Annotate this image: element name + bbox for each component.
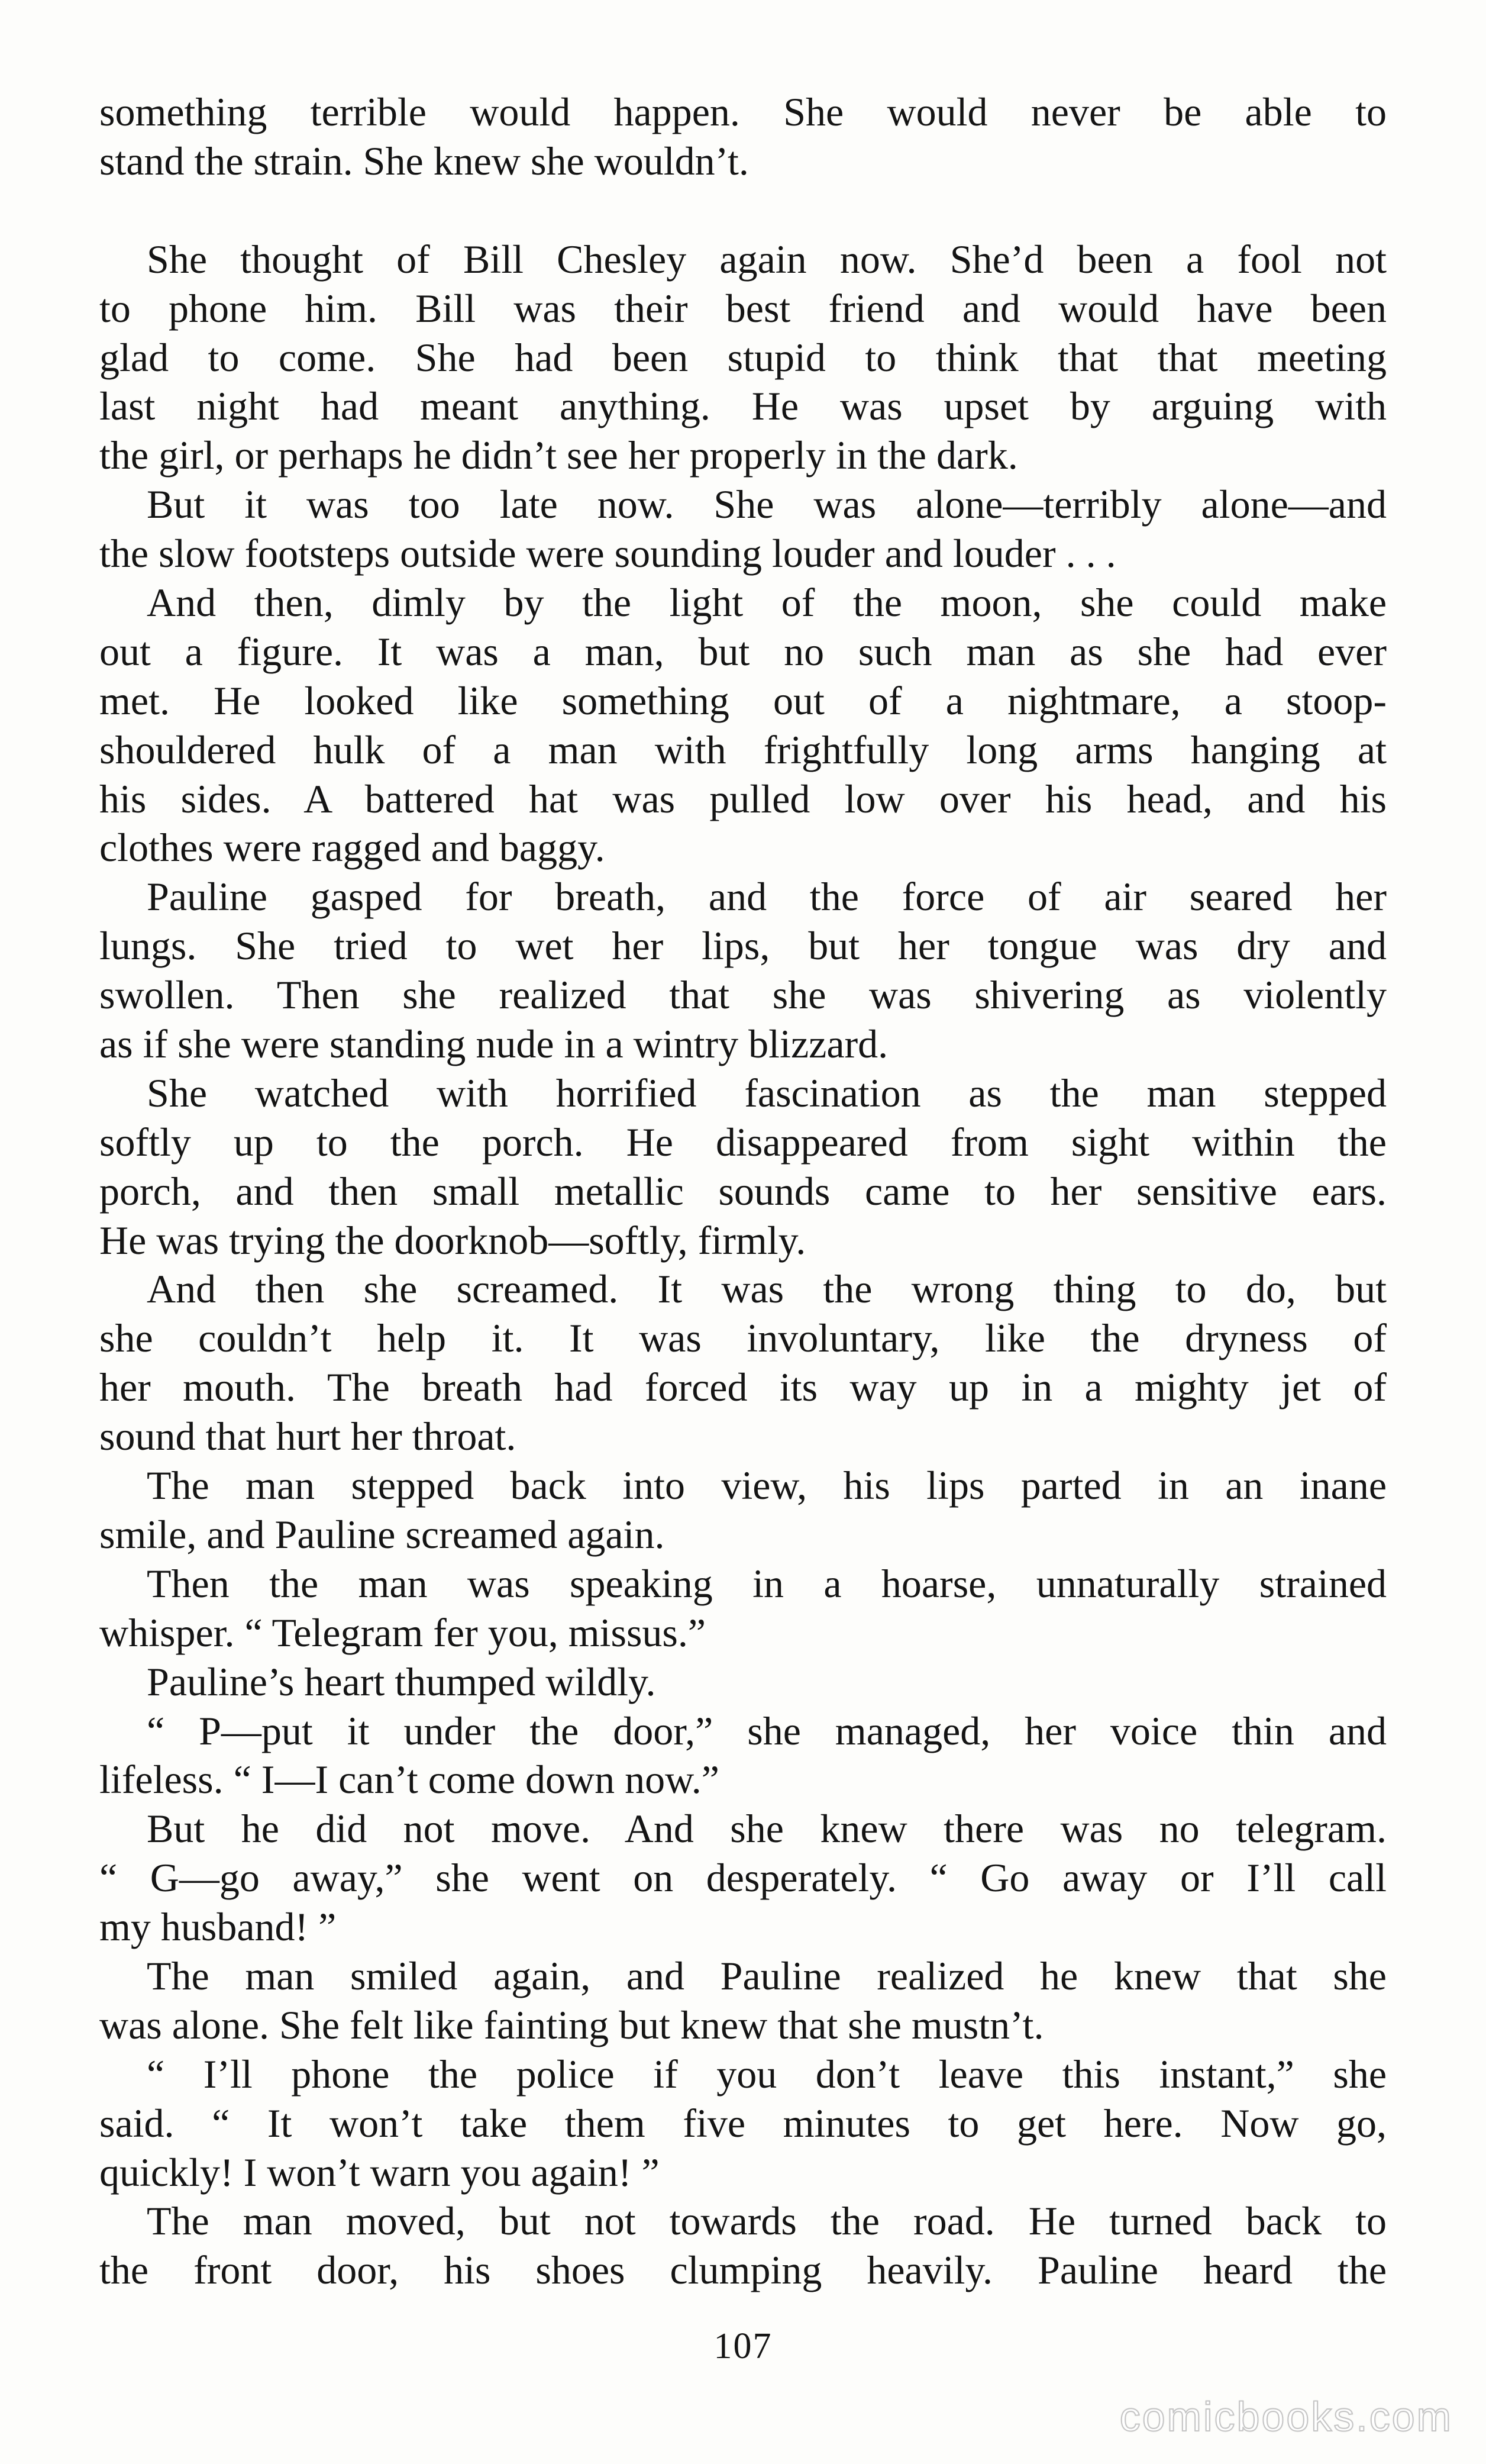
text-line: the front door, his shoes clumping heavily. Pauline heard the xyxy=(99,2247,1387,2293)
text-line: smile, and Pauline screamed again. xyxy=(99,1511,665,1557)
text-line: stand the strain. She knew she wouldn’t. xyxy=(99,138,749,183)
paragraph xyxy=(99,235,1387,480)
text-line: shouldered hulk of a man with frightfully long arms hanging at xyxy=(99,727,1387,772)
paragraph xyxy=(99,1559,1387,1657)
text-line: the girl, or perhaps he didn’t see her properly in the dark. xyxy=(99,433,1018,478)
text-line: The man stepped back into view, his lips parted in an inane xyxy=(147,1463,1387,1508)
text-line: was alone. She felt like fainting but knew that she mustn’t. xyxy=(99,2002,1044,2047)
text-line: as if she were standing nude in a wintry blizzard. xyxy=(99,1021,889,1067)
paragraph xyxy=(99,480,1387,578)
page-number: 107 xyxy=(713,2326,773,2366)
watermark-logo: comicbooks.com xyxy=(1119,2394,1453,2440)
text-line: She thought of Bill Chesley again now. She’d been a fool not xyxy=(147,236,1387,282)
text-line: “ P—put it under the door,” she managed, her voice thin and xyxy=(147,1708,1387,1753)
paragraph xyxy=(99,1657,1387,1707)
text-line: softly up to the porch. He disappeared from sight within the xyxy=(99,1119,1387,1165)
text-line: The man moved, but not towards the road. He turned back to xyxy=(147,2198,1387,2244)
paragraph xyxy=(99,2197,1387,2295)
text-line: Pauline gasped for breath, and the force of air seared her xyxy=(147,874,1387,920)
text-line: Pauline’s heart thumped wildly. xyxy=(147,1659,656,1704)
text-line: my husband! ” xyxy=(99,1904,337,1950)
text-line: But it was too late now. She was alone—terribly alone—and xyxy=(147,482,1387,527)
paragraph xyxy=(99,1069,1387,1265)
text-line: quickly! I won’t warn you again! ” xyxy=(99,2149,660,2195)
text-line: her mouth. The breath had forced its way up in a mighty jet of xyxy=(99,1365,1387,1410)
text-line: whisper. “ Telegram fer you, missus.” xyxy=(99,1610,706,1655)
text-line: glad to come. She had been stupid to think that that meeting xyxy=(99,334,1387,380)
text-line: sound that hurt her throat. xyxy=(99,1414,516,1459)
text-line: And then, dimly by the light of the moon, she could make xyxy=(147,580,1387,625)
text-line: clothes were ragged and baggy. xyxy=(99,825,605,870)
paragraph xyxy=(99,1804,1387,1952)
paragraph xyxy=(99,1952,1387,2050)
paragraph xyxy=(99,872,1387,1069)
paragraph-gap xyxy=(99,186,1387,235)
paragraph xyxy=(99,1265,1387,1461)
text-line: And then she screamed. It was the wrong thing to do, but xyxy=(147,1266,1387,1312)
text-line: lifeless. “ I—I can’t come down now.” xyxy=(99,1757,719,1802)
text-line: She watched with horrified fascination as the man stepped xyxy=(147,1070,1387,1115)
text-line: said. “ It won’t take them five minutes to get here. Now go, xyxy=(99,2100,1387,2146)
text-line: “ I’ll phone the police if you don’t leave this instant,” she xyxy=(147,2051,1387,2097)
text-line: swollen. Then she realized that she was shivering as violently xyxy=(99,972,1387,1018)
text-line: met. He looked like something out of a nightmare, a stoop- xyxy=(99,678,1387,723)
paragraph xyxy=(99,88,1387,186)
text-line: to phone him. Bill was their best friend and would have been xyxy=(99,285,1387,331)
text-line: Then the man was speaking in a hoarse, unnaturally strained xyxy=(147,1560,1387,1606)
paragraph xyxy=(99,1461,1387,1559)
text-line: “ G—go away,” she went on desperately. “ Go away or I’ll call xyxy=(99,1855,1387,1901)
text-line: she couldn’t help it. It was involuntary, like the dryness of xyxy=(99,1315,1387,1361)
text-line: lungs. She tried to wet her lips, but her tongue was dry and xyxy=(99,923,1387,969)
text-line: something terrible would happen. She would never be able to xyxy=(99,89,1387,134)
text-line: the slow footsteps outside were sounding louder and louder . . . xyxy=(99,531,1116,576)
paragraph xyxy=(99,2050,1387,2197)
page-body-text xyxy=(99,88,1387,2295)
text-line: last night had meant anything. He was upset by arguing with xyxy=(99,383,1387,429)
text-line: his sides. A battered hat was pulled low over his head, and his xyxy=(99,776,1387,821)
paragraph xyxy=(99,1707,1387,1805)
paragraph xyxy=(99,578,1387,872)
text-line: out a figure. It was a man, but no such man as she had ever xyxy=(99,628,1387,674)
text-line: But he did not move. And she knew there was no telegram. xyxy=(147,1806,1387,1852)
text-line: porch, and then small metallic sounds came to her sensitive ears. xyxy=(99,1168,1387,1214)
text-line: He was trying the doorknob—softly, firmly. xyxy=(99,1217,806,1263)
text-line: The man smiled again, and Pauline realized he knew that she xyxy=(147,1953,1387,1998)
